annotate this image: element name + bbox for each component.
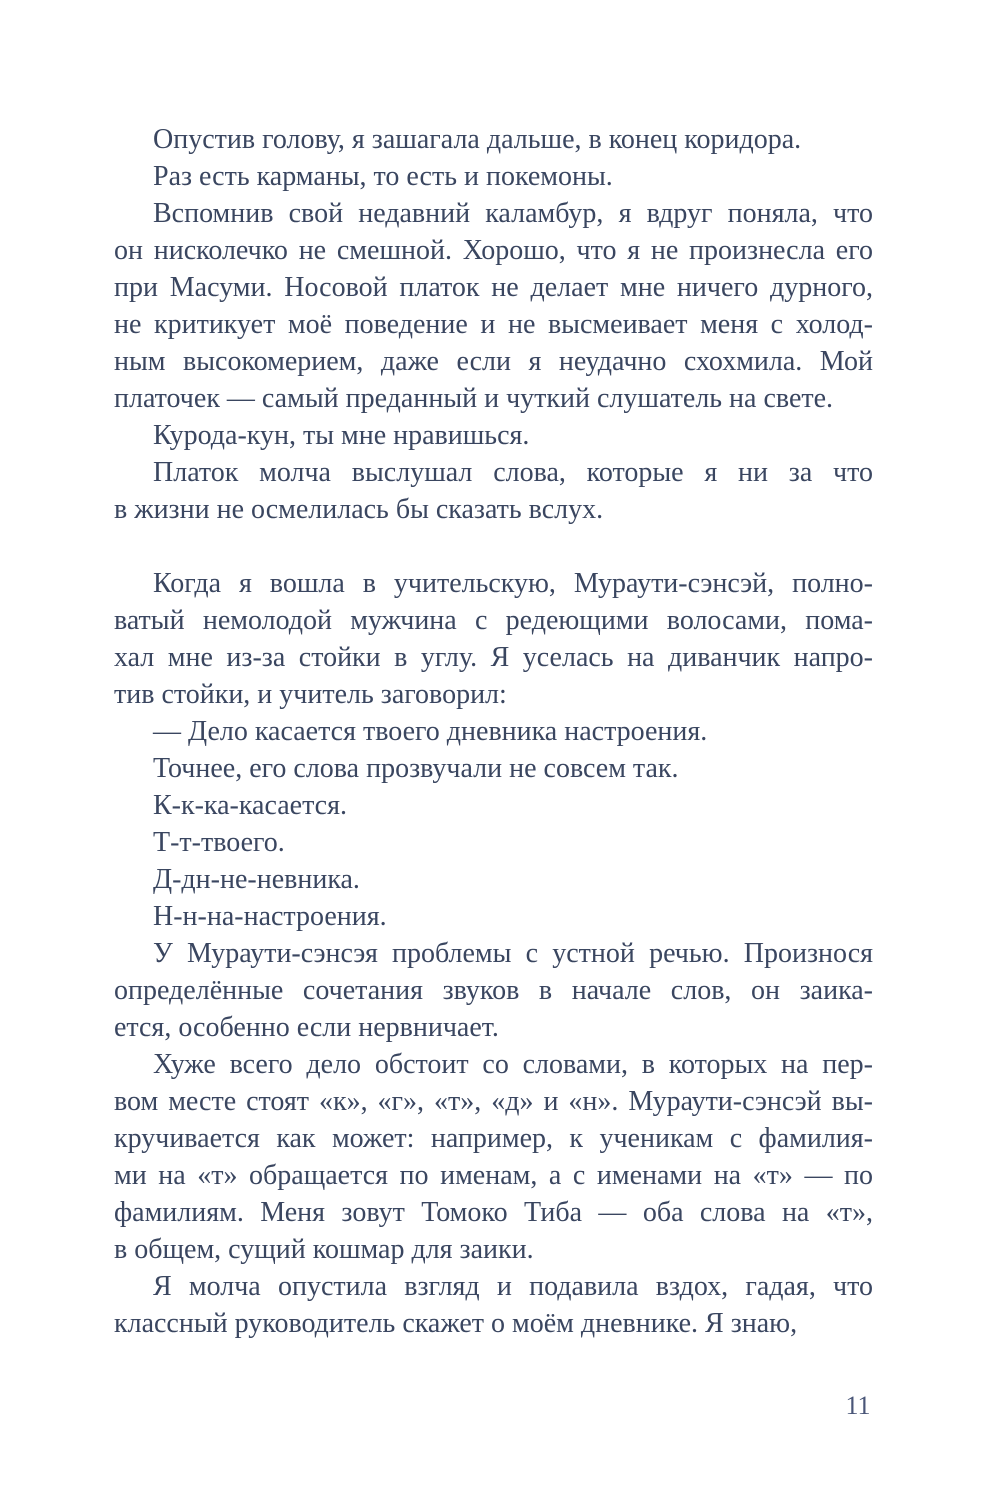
- text-line: Платок молча выслушал слова, которые я ни за что: [153, 457, 873, 488]
- text-line: не критикует моё поведение и не высмеивает меня с холод-: [114, 309, 873, 340]
- text-line: вом месте стоят «к», «г», «т», «д» и «н». Мураути-сэнсэй вы-: [114, 1086, 873, 1117]
- text-line: ватый немолодой мужчина с редеющими волосами, пома-: [114, 605, 873, 636]
- paragraph: [114, 787, 873, 824]
- paragraph: [114, 158, 873, 195]
- text-line: У Мураути-сэнсэя проблемы с устной речью. Произнося: [153, 938, 873, 969]
- text-line: в жизни не осмелилась бы сказать вслух.: [114, 494, 604, 525]
- text-line: — Дело касается твоего дневника настроения.: [153, 716, 708, 747]
- paragraph: [114, 713, 873, 750]
- paragraph: [114, 121, 873, 158]
- text-line: хал мне из-за стойки в углу. Я уселась на диванчик напро-: [114, 642, 873, 673]
- paragraph: [114, 898, 873, 935]
- text-line: определённые сочетания звуков в начале слов, он заика-: [114, 975, 873, 1006]
- text-line: классный руководитель скажет о моём дневнике. Я знаю,: [114, 1308, 798, 1339]
- text-line: Н-н-на-настроения.: [153, 901, 387, 932]
- paragraph: [114, 195, 873, 417]
- text-line: платочек — самый преданный и чуткий слушатель на свете.: [114, 383, 834, 414]
- paragraph: [114, 1268, 873, 1342]
- text-line: К-к-ка-касается.: [153, 790, 347, 821]
- paragraph: [114, 750, 873, 787]
- paragraph: [114, 935, 873, 1046]
- text-line: в общем, сущий кошмар для заики.: [114, 1234, 534, 1265]
- text-line: Вспомнив свой недавний каламбур, я вдруг поняла, что: [153, 198, 873, 229]
- paragraph: [114, 565, 873, 713]
- text-line: он нисколечко не смешной. Хорошо, что я не произнесла его: [114, 235, 873, 266]
- text-line: Хуже всего дело обстоит со словами, в которых на пер-: [153, 1049, 873, 1080]
- text-line: ным высокомерием, даже если я неудачно схохмила. Мой: [114, 346, 873, 377]
- paragraph: [114, 824, 873, 861]
- text-line: тив стойки, и учитель заговорил:: [114, 679, 507, 710]
- paragraph: [114, 454, 873, 528]
- page-text-block: [114, 121, 873, 1342]
- text-line: фамилиям. Меня зовут Томоко Тиба — оба слова на «т»,: [114, 1197, 873, 1228]
- page-number: 11: [845, 1391, 871, 1420]
- text-line: ми на «т» обращается по именам, а с именами на «т» — по: [114, 1160, 873, 1191]
- paragraph: [114, 861, 873, 898]
- text-line: Курода-кун, ты мне нравишься.: [153, 420, 530, 451]
- text-line: Д-дн-не-невника.: [153, 864, 360, 895]
- text-line: Опустив голову, я зашагала дальше, в конец коридора.: [153, 124, 802, 155]
- text-line: Раз есть карманы, то есть и покемоны.: [153, 161, 613, 192]
- text-line: Когда я вошла в учительскую, Мураути-сэнсэй, полно-: [153, 568, 873, 599]
- text-line: кручивается как может: например, к ученикам с фамилия-: [114, 1123, 873, 1154]
- text-line: Точнее, его слова прозвучали не совсем так.: [153, 753, 679, 784]
- text-line: Т-т-твоего.: [153, 827, 285, 858]
- paragraph: [114, 1046, 873, 1268]
- text-line: при Масуми. Носовой платок не делает мне ничего дурного,: [114, 272, 873, 303]
- paragraph: [114, 417, 873, 454]
- text-line: ется, особенно если нервничает.: [114, 1012, 499, 1043]
- text-line: Я молча опустила взгляд и подавила вздох, гадая, что: [153, 1271, 873, 1302]
